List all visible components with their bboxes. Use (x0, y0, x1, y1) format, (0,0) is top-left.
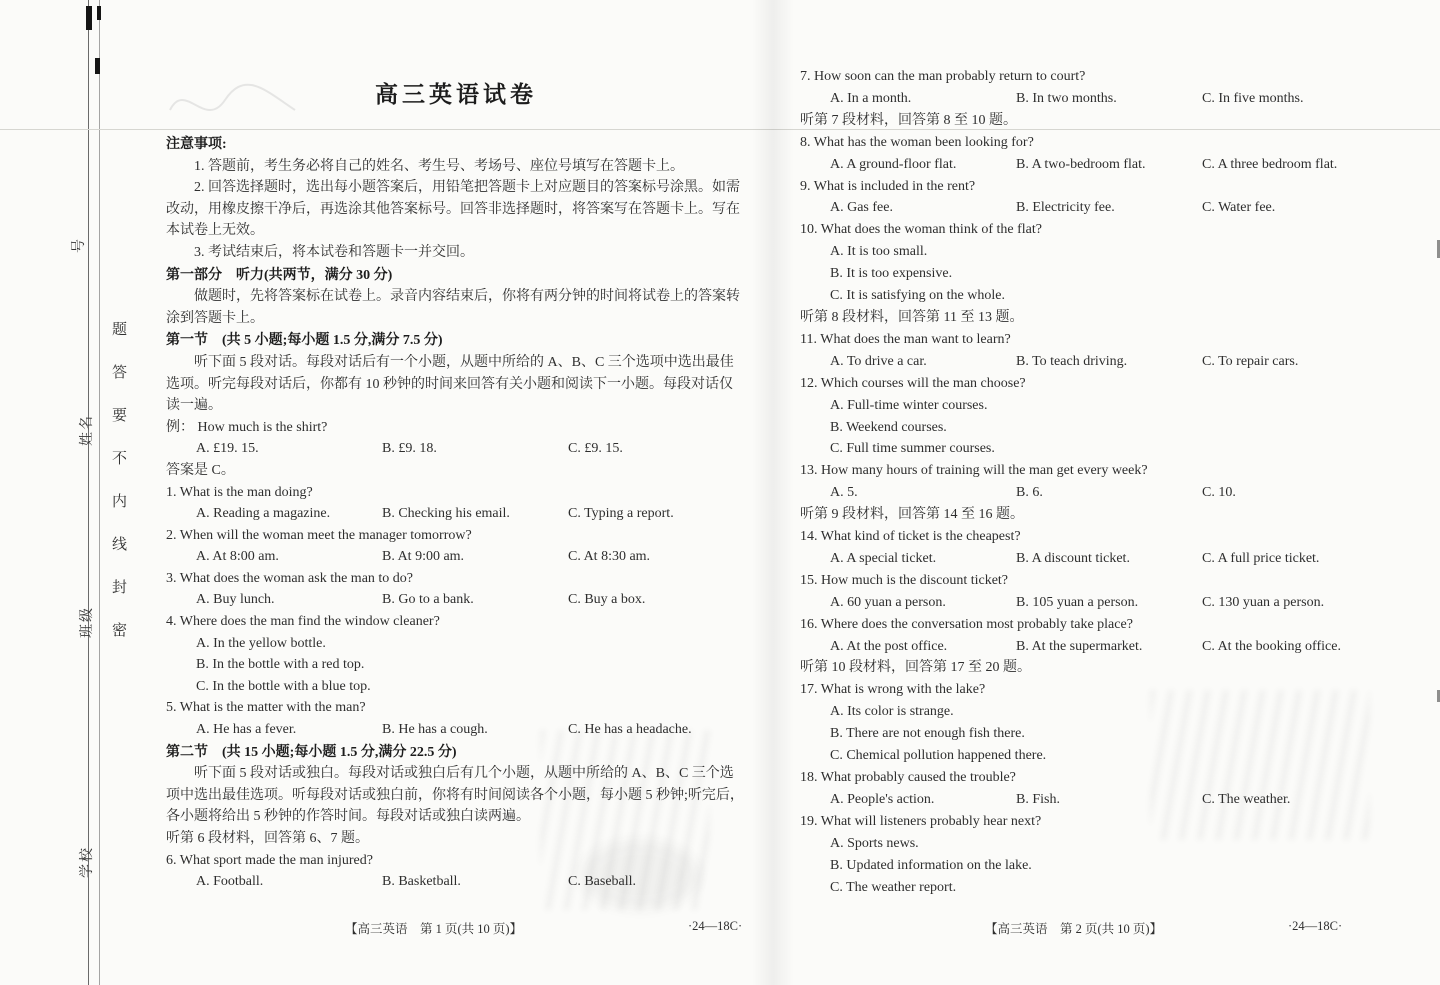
option: A. A special ticket. (830, 550, 937, 566)
option-row (166, 719, 746, 741)
question-stem: 10. What does the woman think of the flat? (800, 222, 1042, 238)
option-row (166, 871, 746, 893)
option: A. 60 yuan a person. (830, 594, 946, 610)
question-stem: 9. What is included in the rent? (800, 178, 976, 194)
notice-heading: 注意事项: (166, 137, 227, 152)
question-block (800, 614, 1388, 658)
option-row (800, 482, 1388, 504)
question-stem: 17. What is wrong with the lake? (800, 682, 986, 698)
seal-char: 要 (112, 408, 128, 424)
option: A. £19. 15. (196, 441, 259, 457)
option: A. A ground-floor flat. (830, 156, 957, 172)
question-stem: 例： How much is the shirt? (166, 419, 328, 435)
question-block (800, 767, 1388, 811)
option: B. Basketball. (382, 874, 461, 890)
page-1-footer-code: ·24—18C· (688, 919, 743, 933)
scan-artifact (97, 6, 101, 20)
option-row (800, 592, 1388, 614)
paper-title: 高三英语试卷 (375, 82, 537, 107)
question-stem: 5. What is the matter with the man? (166, 700, 366, 716)
question-block (800, 329, 1388, 373)
paragraph: 答案是 C。 (166, 462, 235, 478)
option-row (800, 636, 1388, 658)
question-stem: 3. What does the woman ask the man to do? (166, 570, 414, 586)
option: B. A two-bedroom flat. (1016, 156, 1146, 172)
option: B. At the supermarket. (1016, 638, 1143, 654)
option: C. £9. 15. (568, 441, 623, 457)
option: B. 105 yuan a person. (1016, 594, 1139, 610)
option: B. Updated information on the lake. (830, 857, 1032, 873)
option-row (800, 154, 1388, 176)
seal-char: 内 (112, 494, 128, 510)
question-stem: 2. When will the woman meet the manager tomorrow? (166, 527, 472, 543)
question-block (800, 570, 1388, 614)
option-row (800, 789, 1388, 811)
option-row (800, 351, 1388, 373)
option: B. At 9:00 am. (382, 549, 465, 565)
section-heading: 第一部分 听力(共两节，满分 30 分) (166, 267, 393, 283)
page-2-footer: 【高三英语 第 2 页(共 10 页)】 (985, 922, 1163, 936)
question-stem: 16. Where does the conversation most probably take place? (800, 616, 1133, 632)
question-block (166, 482, 746, 525)
scan-artifact (86, 6, 92, 30)
question-stem: 15. How much is the discount ticket? (800, 572, 1009, 588)
seal-char: 封 (112, 580, 128, 596)
option: A. People's action. (830, 791, 935, 807)
seal-char: 答 (112, 365, 128, 381)
paragraph: 听下面 5 段对话。每段对话后有一个小题，从题中所给的 A、B、C 三个选项中选出最佳选项。听完每段对话后，你都有 10 秒钟的时间来回答有关小题和阅读下一小题。每段对话仅读一遍。 (166, 354, 734, 414)
option: A. At 8:00 am. (196, 549, 279, 565)
option: B. Checking his email. (382, 506, 510, 522)
material-line: 听第 7 段材料，回答第 8 至 10 题。 (800, 112, 1017, 128)
seal-char: 不 (112, 451, 128, 467)
option: A. It is too small. (830, 244, 928, 260)
option: B. 6. (1016, 485, 1043, 501)
option: C. A three bedroom flat. (1202, 156, 1338, 172)
margin-field-label: 班级 (80, 606, 95, 638)
material-line: 听第 9 段材料，回答第 14 至 16 题。 (800, 507, 1024, 523)
option: A. Sports news. (830, 835, 919, 851)
option-row (166, 546, 746, 568)
option: B. In two months. (1016, 90, 1117, 106)
option: A. Reading a magazine. (196, 506, 331, 522)
question-stem: 14. What kind of ticket is the cheapest? (800, 529, 1021, 545)
option: C. Chemical pollution happened there. (830, 748, 1047, 764)
option: B. He has a cough. (382, 722, 488, 738)
question-block (166, 611, 746, 697)
scan-artifact (95, 58, 100, 74)
option: B. In the bottle with a red top. (196, 657, 365, 673)
question-stem: 4. Where does the man find the window cleaner? (166, 614, 440, 630)
question-stem: 12. Which courses will the man choose? (800, 375, 1026, 391)
question-stem: 8. What has the woman been looking for? (800, 134, 1034, 150)
option-row (800, 88, 1388, 110)
question-stem: 7. How soon can the man probably return to court? (800, 69, 1086, 84)
question-stem: 11. What does the man want to learn? (800, 331, 1011, 347)
option: C. Water fee. (1202, 200, 1276, 216)
option: C. Full time summer courses. (830, 441, 995, 457)
option: C. 130 yuan a person. (1202, 594, 1325, 610)
option: A. Buy lunch. (196, 592, 275, 608)
option: C. Buy a box. (568, 592, 646, 608)
material-line: 听第 6 段材料，回答第 6、7 题。 (166, 831, 369, 846)
margin-field-label: 号 (72, 237, 87, 253)
question-block (800, 176, 1388, 220)
question-block (166, 417, 746, 460)
question-block (800, 679, 1388, 767)
option-row (166, 438, 746, 460)
question-block (800, 132, 1388, 176)
seal-line-text (112, 318, 127, 640)
option: B. Weekend courses. (830, 419, 947, 435)
page-center-fold (752, 0, 794, 985)
question-block (166, 850, 746, 893)
option: C. At 8:30 am. (568, 549, 651, 565)
option: A. Its color is strange. (830, 704, 954, 720)
option: B. Electricity fee. (1016, 200, 1115, 216)
section-heading: 第二节 (共 15 小题;每小题 1.5 分,满分 22.5 分) (166, 744, 457, 760)
scan-edge-line (88, 0, 89, 985)
option: A. Full-time winter courses. (830, 397, 988, 413)
page-2-content (800, 66, 1388, 898)
paragraph: 做题时，先将答案标在试卷上。录音内容结束后，你将有两分钟的时间将试卷上的答案转涂到答题卡上。 (166, 289, 740, 326)
question-stem: 18. What probably caused the trouble? (800, 770, 1016, 785)
paragraph: 听下面 5 段对话或独白。每段对话或独白后有几个小题，从题中所给的 A、B、C 三个选项中选出最佳选项。听每段对话或独白前，你将有时间阅读各个小题，每小题 5 秒钟;听完后，各小题将给出 5 秒钟的作答时间。每段对话或独白读两遍。 (166, 766, 744, 825)
option: C. A full price ticket. (1202, 550, 1320, 566)
seal-char: 题 (112, 322, 128, 338)
question-block (800, 460, 1388, 504)
question-block (800, 219, 1388, 307)
question-block (166, 697, 746, 740)
option: C. It is satisfying on the whole. (830, 288, 1005, 304)
option: A. In a month. (830, 90, 912, 106)
option: C. 10. (1202, 485, 1236, 501)
paragraph: 2. 回答选择题时，选出每小题答案后，用铅笔把答题卡上对应题目的答案标号涂黑。如需改动，用橡皮擦干净后，再选涂其他答案标号。回答非选择题时，将答案写在答题卡上。写在本试卷上无效。 (166, 180, 740, 239)
option: A. Gas fee. (830, 200, 893, 216)
option: B. It is too expensive. (830, 266, 953, 282)
page-1-footer: 【高三英语 第 1 页(共 10 页)】 (345, 922, 523, 936)
option: B. A discount ticket. (1016, 550, 1130, 566)
section-heading: 第一节 (共 5 小题;每小题 1.5 分,满分 7.5 分) (166, 333, 443, 349)
option: C. The weather. (1202, 791, 1291, 807)
option: B. There are not enough fish there. (830, 726, 1025, 742)
option: B. Go to a bank. (382, 592, 474, 608)
seal-char: 线 (112, 537, 128, 553)
page-2-footer-code: ·24—18C· (1288, 919, 1343, 933)
question-block (800, 811, 1388, 899)
scan-edge-line (99, 0, 100, 985)
option: C. In the bottle with a blue top. (196, 678, 371, 694)
option-row (166, 589, 746, 611)
option: B. To teach driving. (1016, 353, 1128, 369)
question-block (166, 568, 746, 611)
option: B. £9. 18. (382, 441, 437, 457)
option: C. He has a headache. (568, 722, 692, 738)
option: C. Typing a report. (568, 506, 674, 522)
option-row (800, 548, 1388, 570)
page-1-content (166, 134, 746, 893)
option: A. 5. (830, 485, 858, 501)
option: A. To drive a car. (830, 353, 927, 369)
question-stem: 13. How many hours of training will the man get every week? (800, 463, 1148, 479)
margin-field-label: 姓名 (80, 414, 95, 446)
option: C. In five months. (1202, 90, 1304, 106)
option: C. At the booking office. (1202, 638, 1341, 654)
option: C. The weather report. (830, 879, 957, 895)
question-stem: 1. What is the man doing? (166, 484, 313, 500)
page-2-column (800, 66, 1388, 898)
paragraph: 1. 答题前，考生务必将自己的姓名、考生号、考场号、座位号填写在答题卡上。 (194, 158, 684, 174)
material-line: 听第 8 段材料，回答第 11 至 13 题。 (800, 309, 1024, 325)
question-block (800, 373, 1388, 461)
option-row (166, 503, 746, 525)
option: A. He has a fever. (196, 722, 297, 738)
option: C. To repair cars. (1202, 353, 1299, 369)
margin-field-label: 学校 (80, 846, 95, 878)
option: A. At the post office. (830, 638, 948, 654)
paragraph: 3. 考试结束后，将本试卷和答题卡一并交回。 (194, 244, 474, 260)
seal-char: 密 (112, 623, 128, 639)
question-block (800, 66, 1388, 110)
question-block (166, 525, 746, 568)
question-stem: 19. What will listeners probably hear next? (800, 813, 1042, 829)
material-line: 听第 10 段材料，回答第 17 至 20 题。 (800, 660, 1031, 676)
question-stem: 6. What sport made the man injured? (166, 852, 373, 868)
option: A. In the yellow bottle. (196, 635, 326, 651)
page-1-column (166, 80, 746, 893)
option-row (800, 197, 1388, 219)
question-block (800, 526, 1388, 570)
option: C. Baseball. (568, 874, 637, 890)
option: B. Fish. (1016, 791, 1060, 807)
option: A. Football. (196, 874, 264, 890)
